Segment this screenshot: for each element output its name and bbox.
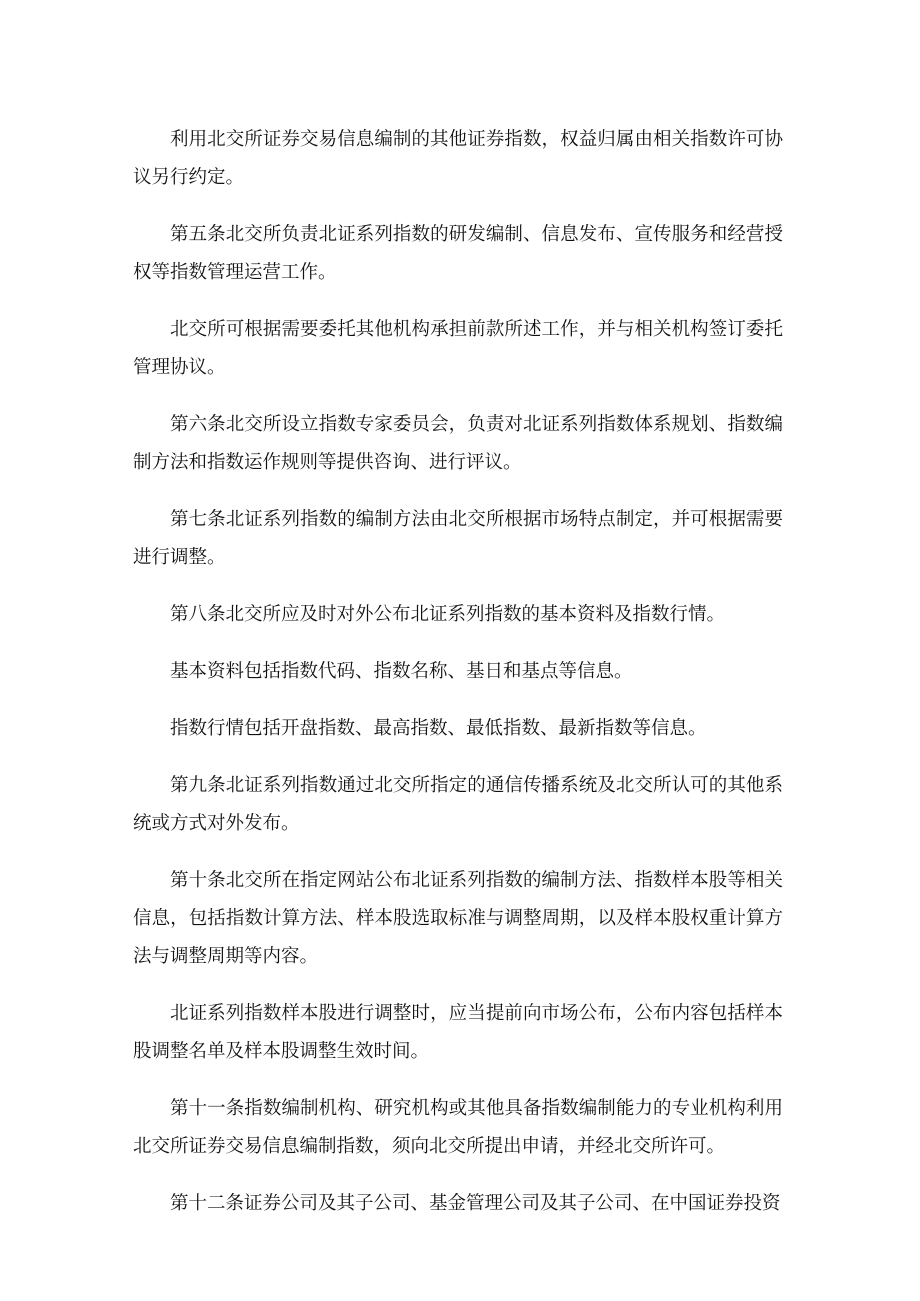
paragraph-7: 基本资料包括指数代码、指数名称、基日和基点等信息。 [170, 661, 633, 682]
paragraph-10: 第十条北交所在指定网站公布北证系列指数的编制方法、指数样本股等相关信息，包括指数计算方法、样本股选取标准与调整周期，以及样本股权重计算方法与调整周期等内容。 [133, 870, 783, 967]
paragraph-1: 利用北交所证券交易信息编制的其他证券指数，权益归属由相关指数许可协议另行约定。 [133, 129, 783, 188]
paragraph-11: 北证系列指数样本股进行调整时，应当提前向市场公布，公布内容包括样本股调整名单及样本股调整生效时间。 [133, 1003, 783, 1062]
paragraph-9: 第九条北证系列指数通过北交所指定的通信传播系统及北交所认可的其他系统或方式对外发布。 [133, 775, 783, 834]
paragraph-6: 第八条北交所应及时对外公布北证系列指数的基本资料及指数行情。 [170, 604, 726, 625]
document-body [133, 121, 783, 1242]
paragraph-5: 第七条北证系列指数的编制方法由北交所根据市场特点制定，并可根据需要进行调整。 [133, 509, 783, 568]
paragraph-4: 第六条北交所设立指数专家委员会，负责对北证系列指数体系规划、指数编制方法和指数运作规则等提供咨询、进行评议。 [133, 414, 783, 473]
paragraph-8: 指数行情包括开盘指数、最高指数、最低指数、最新指数等信息。 [170, 718, 707, 739]
paragraph-13: 第十二条证券公司及其子公司、基金管理公司及其子公司、在中国证券投资 [170, 1193, 781, 1214]
paragraph-12: 第十一条指数编制机构、研究机构或其他具备指数编制能力的专业机构利用北交所证券交易信息编制指数，须向北交所提出申请，并经北交所许可。 [133, 1098, 783, 1157]
paragraph-3: 北交所可根据需要委托其他机构承担前款所述工作，并与相关机构签订委托管理协议。 [133, 319, 783, 378]
paragraph-2: 第五条北交所负责北证系列指数的研发编制、信息发布、宣传服务和经营授权等指数管理运营工作。 [133, 224, 783, 283]
